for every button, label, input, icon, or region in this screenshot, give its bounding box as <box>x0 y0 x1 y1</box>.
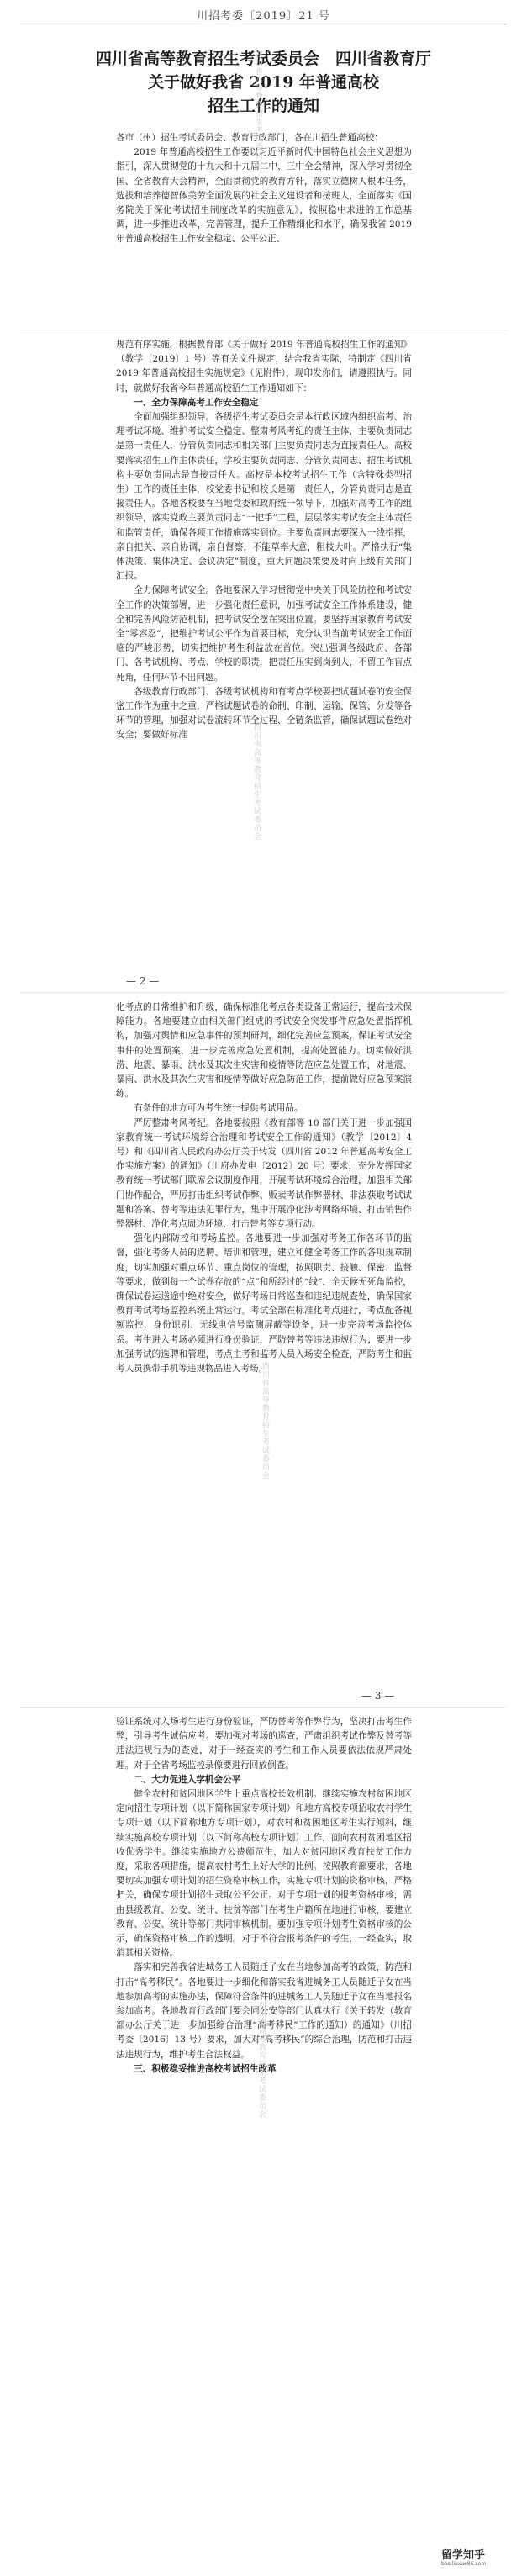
page2-body <box>116 338 412 743</box>
section-heading: 二、大力促进入学机会公平 <box>134 1774 241 1785</box>
paragraph: 落实和完善我省进城务工人员随迁子女在当地参加高考的政策，防范和打击“高考移民”。各地要进一步细化和落实我省进城务工人员随迁子女在当地参加高考的实施办法，保障符合条件的进城务工人员随迁子女在当地报名参加高考。各地教育行政部门要会同公安等部门认真执行《关于转发（教育部办公厅关于进一步加强综合治理“高考移民”工作的通知）的通知》（川招考委〔2016〕13 号）要求，加大对“高考移民”的综合治理，防范和打击违法违规行为，维护考生合法权益。 <box>116 1962 412 2060</box>
page1-body <box>116 131 412 247</box>
paragraph: 强化内部防控和考场监控。各地要进一步加强对考务工作各环节的监督，强化考务人员的选聘、培训和管理，建立和健全考务工作的各项规章制度，切实加强对重点环节、重点岗位的管理，按照职责、接触、保密、监督等要求，做到每一个试卷存放的“点”和所经过的“线”，全天候无死角监控，确保试卷运送途中绝对安全，做好考场日常巡查和违纪违规查处，确保国家教育考试考场监控系统正常运行。考试全部在标准化考点进行，考点配备视频监控、身份识别、无线电信号监测屏蔽等设备，进一步完善考场监控体系。考生进入考场必须进行身份验证，严防替考等违法违规行为；要进一步加强考试的选聘和管理，考点主考和监考人员入场安全检查，严防考生和监考人员携带手机等违规物品进入考场。 <box>116 1233 412 1375</box>
paragraph: 化考点的日常维护和升级，确保标准化考点各类设备正常运行，提高技术保障能力。各地要建立由相关部门组成的考试安全突发事件应急处置指挥机构，加强对舆情和应急事件的预判研判，细化完善应急预案，保证考试安全事件的处置预案，进一步完善应急处置机制，提高处置能力。切实做好洪涝、地震、暴雨、洪水及其次生灾害和疫情等防范应急处置工作，对地震、暴雨、洪水及其次生灾害和疫情等做好应急防范工作，提前做好应急预案演练。 <box>116 1002 412 1100</box>
paragraph: 验证系统对入场考生进行身份验证，严防替考等作弊行为，坚决打击考生作弊，引导考生诚信应考。要加强对考场的巡查，严肃组织考试作弊及替考等违法违规行为的查处，对于一经查实的考生和工作人员要依法依规严肃处理。对于全省考场监控录像要进行回放倒查。 <box>116 1717 412 1771</box>
seal-watermark: 四川省高等教育招生考试委员会 <box>252 723 261 841</box>
intro-paragraph: 2019 年普通高校招生工作要以习近平新时代中国特色社会主义思想为指引，深入贯彻党的十九大和十九届二中、三中全会精神，深入学习贯彻全国、全省教育大会精神，全面贯彻党的教育方针，落实立德树人根本任务，选拔和培养德智体美劳全面发展的社会主义建设者和接班人，全面落实《国务院关于深化考试招生制度改革的实施意见》，按照稳中求进的工作总基调，进一步推进改革，完善管理，提升工作精细化和水平，确保我省 2019 年普通高校招生工作安全稳定、公平公正、 <box>116 147 412 245</box>
seal-watermark: 四川省高等教育招生考试委员会 <box>254 50 262 168</box>
title-line: 关于做好我省 2019 年普通高校 <box>147 73 380 92</box>
salutation: 各市（州）招生考试委员会、教育行政部门，各在川招生普通高校： <box>116 133 383 143</box>
page-number: — 2 — <box>126 975 160 987</box>
seal-watermark: 四川省高等教育招生考试委员会 <box>257 2001 266 2119</box>
page-divider <box>20 1707 507 1708</box>
site-logo <box>436 2546 519 2568</box>
paragraph: 健全农村和贫困地区学生上重点高校长效机制。继续实施农村贫困地区定向招生专项计划（以下简称国家专项计划）和地方高校专项招收农村学生专项计划（以下简称地方专项计划），对农村和贫困地区考生实行倾斜，继续实施高校专项计划（以下简称高校专项计划）工作，面向农村贫困地区招收优秀学生。继续实施地方公费师范生，加大对贫困地区教育扶贫工作力度，采取各项措施，提高农村考生上好大学的比例。按照教育部要求，各地要切实加强专项计划的招生资格审核工作，实施专项计划的资格审核，严格把关，确保专项计划招生录取公平公正。对于专项计划的报考资格审核，需由县级教育、公安、统计、扶贫等部门在考生户籍所在地进行审核，要建立教育、公安、统计等部门共同审核机制。要加强专项计划考生资格审核的公示，确保资格审核工作的透明。对于不符合报考条件的考生，一经查实，取消其相关资格。 <box>116 1789 412 1959</box>
paragraph: 规范有序实施，根据教育部《关于做好 2019 年普通高校招生工作的通知》（教学〔2019〕1 号）等有关文件规定，结合我省实际，特制定《四川省 2019 年普通高校招生实施规定》（见附件），现印发你们，请遵照执行。同时，就做好我省今年普通高校招生工作通知如下： <box>116 340 412 393</box>
document-title <box>0 47 527 118</box>
paragraph: 全力保障考试安全。各地要深入学习贯彻党中央关于风险防控和考试安全工作的决策部署，进一步强化责任意识，加强考试安全工作体系建设，健全和完善风险防范机制，把考试安全摆在突出位置。要坚持国家教育考试安全“零容忍”，把维护考试公平作为首要目标，充分认识当前考试安全工作面临的严峻形势，切实把维护考生利益放在首位。突出强调各级政府、各部门、各考试机构、考点、学校的职责，把责任压实到岗到人，不留工作盲点死角，任何环节不出问题。 <box>116 585 412 683</box>
title-line: 招生工作的通知 <box>207 97 319 115</box>
doc-number: 川招考委〔2019〕21 号 <box>197 10 330 23</box>
section-heading: 一、全力保障高考工作安全稳定 <box>134 397 259 408</box>
svg-text:bbs.liuxue86.com: bbs.liuxue86.com <box>441 2561 487 2567</box>
seal-watermark: 四川省高等教育招生考试委员会 <box>261 1362 269 1480</box>
paragraph: 各级教育行政部门、各级考试机构和有考点学校要把试题试卷的安全保密工作作为重中之重，严格试题试卷的命制、印制、运输、保管、分发等各环节的管理，加强对试卷流转环节全过程、全链条监管，确保试题试卷绝对安全；要做好标准 <box>116 686 412 741</box>
page-divider <box>20 992 507 993</box>
paragraph: 有条件的地方可为考生统一提供考试用品。 <box>134 1103 303 1114</box>
title-line: 四川省高等教育招生考试委员会 四川省教育厅 <box>95 50 431 68</box>
paragraph: 严厉整肃考风考纪。各地要按照《教育部等 10 部门关于进一步加强国家教育统一考试环境综合治理和考试安全工作的通知》（教学〔2012〕4 号）和《四川省人民政府办公厅关于转发（四川省 2012 年普通高考安全工作实施方案）的通知》（川府办发电〔2012〕20 号）要求，充分发挥国家教育统一考试部门联席会议制度作用，开展考试环境综合治理，加强相关部门协作配合，严厉打击组织考试作弊、贩卖考试作弊器材、非法获取考试试题和答案、替考等违法犯罪行为，集中开展净化涉考网络环境、打击销售作弊器材、净化考点周边环境、打击替考等专项行动。 <box>116 1117 412 1230</box>
section-heading: 三、积极稳妥推进高校考试招生改革 <box>134 2063 277 2074</box>
paragraph: 全面加强组织领导。各级招生考试委员会是本行政区域内组织高考、治理考试环境、维护考试安全稳定、整肃考风考纪的责任主体，主要负责同志是第一责任人，分管负责同志和相关部门主要负责同志为直接责任人。高校要落实招生工作主体责任，学校主要负责同志、分管负责同志、招生考试机构主要负责同志是直接责任人。高校是本校考试招生工作（含特殊类型招生）工作的责任主体，校党委书记和校长是第一责任人，分管负责同志是直接责任人。各地各校要在当地党委和政府统一领导下，加强对高考工作的组织领导，落实党政主要负责同志“一把手”工程，层层落实考试安全主体责任和监管责任，确保各项工作措施落实到位。主要负责同志要深入一线指挥，亲自把关、亲自协调，亲自督察，不能草率大意，粗枝大叶。严格执行“集体决策、集体决定、会议决定”制度，重大问题决策要及时向上级有关部门汇报。 <box>116 412 412 582</box>
page-number: — 3 — <box>361 1690 395 1702</box>
page3-body <box>116 1000 412 1376</box>
svg-text:留学知乎: 留学知乎 <box>441 2549 486 2562</box>
